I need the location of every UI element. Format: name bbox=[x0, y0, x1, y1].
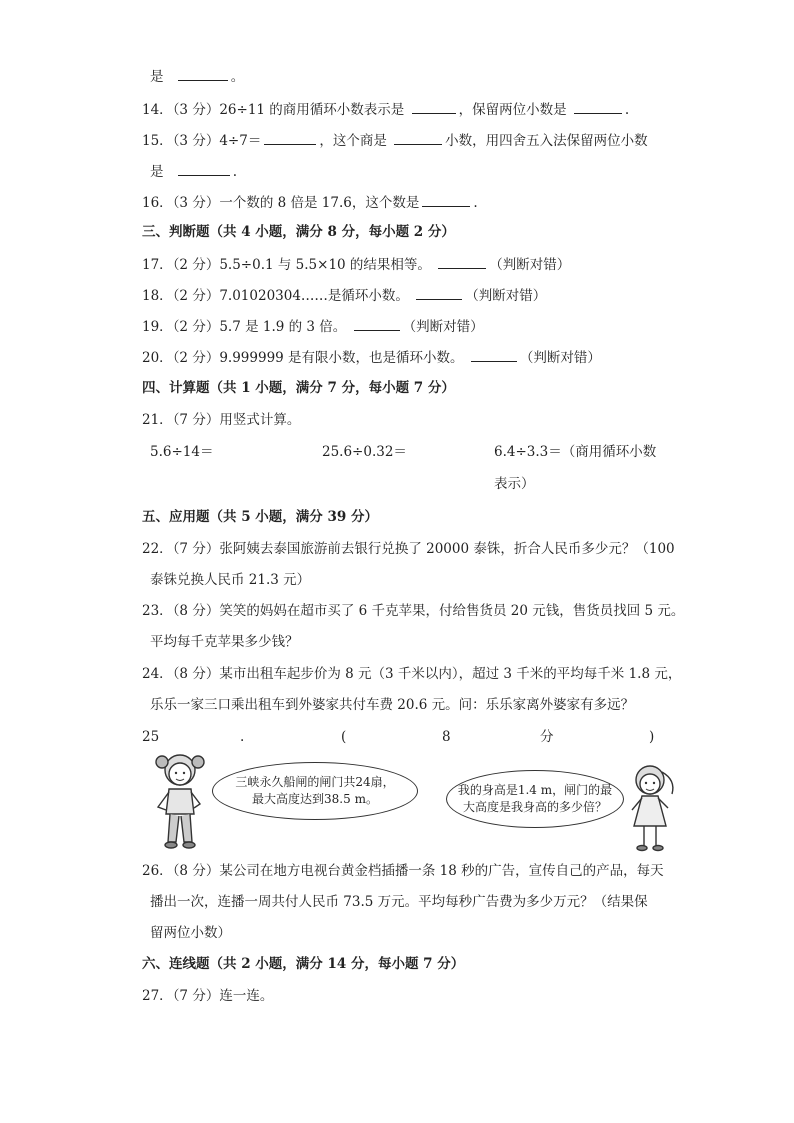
expression-3-cont: 表示） bbox=[494, 476, 535, 492]
question-24-line2: 乐乐一家三口乘出租车到外婆家共付车费 20.6 元。问：乐乐家离外婆家有多远？ bbox=[150, 697, 635, 713]
question-25-score-unit: 分 bbox=[540, 729, 554, 745]
expression-1: 5.6÷14＝ bbox=[150, 444, 214, 460]
answer-blank[interactable] bbox=[354, 316, 400, 331]
question-21: 21．（7 分）用竖式计算。 bbox=[142, 412, 301, 428]
answer-blank[interactable] bbox=[471, 347, 517, 362]
question-16: 16．（3 分）一个数的 8 倍是 17.6，这个数是 . bbox=[142, 192, 478, 213]
question-25-dot: . bbox=[240, 729, 245, 745]
answer-blank[interactable] bbox=[178, 66, 228, 81]
right-girl-illustration bbox=[622, 764, 682, 854]
answer-blank[interactable] bbox=[412, 99, 456, 114]
answer-blank[interactable] bbox=[438, 254, 486, 269]
answer-blank[interactable] bbox=[574, 99, 622, 114]
speech-bubble-left: 三峡永久船闸的闸门共24扇， 最大高度达到38.5 m。 bbox=[212, 762, 418, 820]
question-25-lparen: ( bbox=[341, 729, 347, 745]
left-girl-illustration bbox=[150, 752, 212, 852]
question-20: 20．（2 分）9.999999 是有限小数，也是循环小数。 （判断对错） bbox=[142, 347, 601, 368]
question-15-line2: 是 . bbox=[150, 161, 237, 182]
question-15: 15．（3 分）4÷7＝ ，这个商是 小数，用四舍五入法保留两位小数 bbox=[142, 130, 648, 151]
question-27: 27．（7 分）连一连。 bbox=[142, 988, 274, 1004]
expression-3: 6.4÷3.3＝（商用循环小数 bbox=[494, 444, 657, 460]
question-26-line3: 留两位小数） bbox=[150, 925, 231, 941]
question-26: 26．（8 分）某公司在地方电视台黄金档插播一条 18 秒的广告，宣传自己的产品，每天 bbox=[142, 863, 664, 879]
question-24: 24．（8 分）某市出租车起步价为 8 元（3 千米以内），超过 3 千米的平均每千米 1.8 元， bbox=[142, 666, 682, 682]
answer-blank[interactable] bbox=[416, 285, 462, 300]
question-26-line2: 播出一次，连播一周共付人民币 73.5 万元。平均每秒广告费为多少万元？（结果保 bbox=[150, 894, 648, 910]
question-25-score-num: 8 bbox=[442, 729, 451, 745]
question-23-line2: 平均每千克苹果多少钱？ bbox=[150, 634, 299, 650]
question-19: 19．（2 分）5.7 是 1.9 的 3 倍。 （判断对错） bbox=[142, 316, 484, 337]
section-4-heading: 四、计算题（共 1 小题，满分 7 分，每小题 7 分） bbox=[142, 380, 455, 396]
question-22-line2: 泰铢兑换人民币 21.3 元） bbox=[150, 572, 311, 588]
question-14: 14．（3 分）26÷11 的商用循环小数表示是 ，保留两位小数是 . bbox=[142, 99, 629, 120]
expression-2: 25.6÷0.32＝ bbox=[322, 444, 407, 460]
section-6-heading: 六、连线题（共 2 小题，满分 14 分，每小题 7 分） bbox=[142, 956, 465, 972]
question-23: 23．（8 分）笑笑的妈妈在超市买了 6 千克苹果，付给售货员 20 元钱，售货员找回 5 元。 bbox=[142, 603, 685, 619]
question-18: 18．（2 分）7.01020304……是循环小数。 （判断对错） bbox=[142, 285, 546, 306]
question-25-number: 25 bbox=[142, 729, 160, 745]
q13-continuation: 是 。 bbox=[150, 66, 244, 87]
question-25-rparen: ) bbox=[649, 729, 655, 745]
answer-blank[interactable] bbox=[394, 130, 442, 145]
question-17: 17．（2 分）5.5÷0.1 与 5.5×10 的结果相等。 （判断对错） bbox=[142, 254, 570, 275]
answer-blank[interactable] bbox=[264, 130, 316, 145]
question-22: 22．（7 分）张阿姨去泰国旅游前去银行兑换了 20000 泰铢，折合人民币多少元？（100 bbox=[142, 541, 675, 557]
speech-bubble-right: 我的身高是1.4 m，闸门的最 大高度是我身高的多少倍？ bbox=[446, 770, 624, 828]
section-3-heading: 三、判断题（共 4 小题，满分 8 分，每小题 2 分） bbox=[142, 224, 455, 240]
answer-blank[interactable] bbox=[178, 161, 230, 176]
answer-blank[interactable] bbox=[422, 192, 470, 207]
section-5-heading: 五、应用题（共 5 小题，满分 39 分） bbox=[142, 509, 378, 525]
